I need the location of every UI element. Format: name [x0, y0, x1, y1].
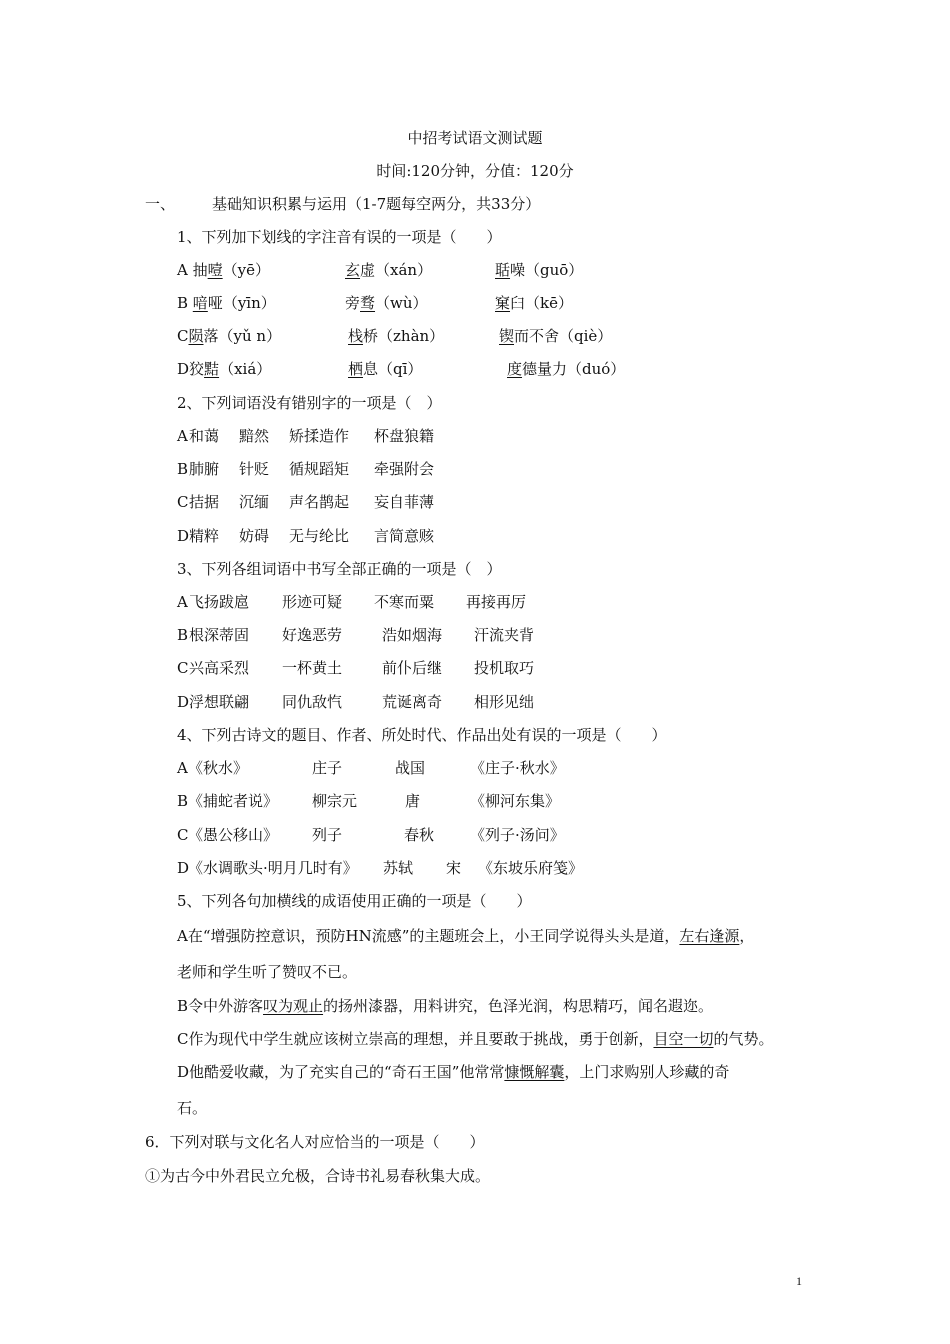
q3-option-c-word: 兴高采烈 [189, 659, 250, 677]
q3-option-a-word: 再接再厉 [466, 593, 527, 611]
q1-option-b-item3: 窠臼（kē） [495, 294, 573, 312]
underlined-char: 锲 [499, 327, 515, 345]
q4-option-b-author: 柳宗元 [312, 792, 358, 810]
q3-option-b-word: 汗流夹背 [474, 626, 535, 644]
underlined-idiom: 叹为观止 [263, 997, 324, 1015]
q4-option-a-source: 《庄子·秋水》 [470, 759, 565, 777]
underlined-char: 喑 [192, 294, 208, 312]
q1-option-c-item3: 锲而不舍（qiè） [499, 327, 613, 345]
q4-option-a-author: 庄子 [312, 759, 343, 777]
underlined-char: 聒 [495, 261, 511, 279]
q3-option-d-word: 荒诞离奇 [382, 693, 443, 711]
q3-option-b-word: 根深蒂固 [189, 626, 250, 644]
q4-option-b-era: 唐 [405, 792, 421, 810]
question-2-stem: 2、下列词语没有错别字的一项是（ ） [177, 394, 442, 412]
q3-option-d-word: 浮想联翩 [189, 693, 250, 711]
q2-option-a-word: 杯盘狼籍 [374, 427, 435, 445]
page-title: 中招考试语文测试题 [407, 129, 543, 147]
q2-option-b-word: 牵强附会 [374, 460, 435, 478]
q3-option-b-word: 好逸恶劳 [282, 626, 343, 644]
q2-option-d-label: D [177, 527, 190, 545]
q1-option-a-item2: 玄虚（xán） [345, 261, 433, 279]
underlined-idiom: 目空一切 [653, 1030, 714, 1048]
underlined-char: 窠 [495, 294, 511, 312]
page-subtitle: 时间:120分钟，分值：120分 [376, 162, 574, 180]
q1-option-d-item2: 栖息（qī） [348, 360, 423, 378]
q1-option-b: B 喑哑（yīn） [177, 294, 276, 312]
q4-option-d-era: 宋 [446, 859, 462, 877]
q2-option-c-word: 拮据 [189, 493, 220, 511]
q1-option-d-item3: 度德量力（duó） [507, 360, 626, 378]
underlined-idiom: 慷慨解囊 [504, 1063, 565, 1081]
q2-option-b-word: 肺腑 [189, 460, 220, 478]
q2-option-a-word: 和蔼 [189, 427, 220, 445]
underlined-char: 栖 [348, 360, 364, 378]
q5-option-c: C作为现代中学生就应该树立崇高的理想，并且要敢于挑战，勇于创新，目空一切的气势。 [177, 1030, 774, 1048]
q4-option-b-source: 《柳河东集》 [470, 792, 561, 810]
q4-option-c-era: 春秋 [404, 826, 435, 844]
q4-option-b-label: B [177, 792, 189, 810]
underlined-char: 骛 [360, 294, 376, 312]
question-5-stem: 5、下列各句加横线的成语使用正确的一项是（ ） [177, 892, 532, 910]
q3-option-a-word: 不寒而粟 [374, 593, 435, 611]
question-3-stem: 3、下列各组词语中书写全部正确的一项是（ ） [177, 560, 502, 578]
q3-option-d-word: 同仇敌忾 [282, 693, 343, 711]
q2-option-d-word: 言简意赅 [374, 527, 435, 545]
q2-option-c-word: 沉缅 [239, 493, 270, 511]
q4-option-a-title: 《秋水》 [188, 759, 249, 777]
q4-option-a-era: 战国 [395, 759, 426, 777]
q2-option-b-word: 针贬 [239, 460, 270, 478]
q4-option-b-title: 《捕蛇者说》 [188, 792, 279, 810]
q2-option-b-word: 循规蹈矩 [289, 460, 350, 478]
question-1-stem: 1、下列加下划线的字注音有误的一项是（ ） [177, 228, 502, 246]
q5-option-d: D他酷爱收藏，为了充实自己的“奇石王国”他常常慷慨解囊，上门求购别人珍藏的奇 [177, 1063, 730, 1081]
q1-option-c-item2: 栈桥（zhàn） [348, 327, 445, 345]
q2-option-a-word: 矫揉造作 [289, 427, 350, 445]
q4-option-d-label: D [177, 859, 190, 877]
q4-option-c-source: 《列子·汤问》 [470, 826, 565, 844]
q6-couplet-1: ①为古今中外君民立允极，合诗书礼易春秋集大成。 [145, 1167, 491, 1185]
q4-option-c-label: C [177, 826, 189, 844]
q2-option-d-word: 无与纶比 [289, 527, 350, 545]
underlined-char: 噎 [207, 261, 223, 279]
q3-option-c-label: C [177, 659, 189, 677]
q3-option-d-label: D [177, 693, 190, 711]
q3-option-b-label: B [177, 626, 189, 644]
q4-option-c-author: 列子 [312, 826, 343, 844]
q2-option-c-label: C [177, 493, 189, 511]
q3-option-c-word: 一杯黄土 [282, 659, 343, 677]
q3-option-b-word: 浩如烟海 [382, 626, 443, 644]
q2-option-c-word: 声名鹊起 [289, 493, 350, 511]
q2-option-c-word: 妄自菲薄 [374, 493, 435, 511]
underlined-char: 度 [507, 360, 523, 378]
q3-option-c-word: 投机取巧 [474, 659, 535, 677]
q2-option-b-label: B [177, 460, 189, 478]
q2-option-a-label: A [177, 427, 188, 445]
question-6-stem: 6．下列对联与文化名人对应恰当的一项是（ ） [145, 1133, 485, 1151]
q5-option-d-cont: 石。 [177, 1099, 208, 1117]
underlined-char: 陨 [188, 327, 204, 345]
q1-option-c: C陨落（yǔ n） [177, 327, 282, 345]
q5-option-b: B令中外游客叹为观止的扬州漆器，用料讲究，色泽光润，构思精巧，闻名遐迩。 [177, 997, 714, 1015]
section-title: 基础知识积累与运用（1-7题每空两分，共33分） [212, 195, 541, 213]
underlined-char: 玄 [345, 261, 361, 279]
q4-option-a-label: A [177, 759, 188, 777]
q3-option-a-word: 形迹可疑 [282, 593, 343, 611]
q5-option-a: A在“增强防控意识，预防HN流感”的主题班会上，小王同学说得头头是道，左右逢源， [177, 927, 755, 945]
underlined-idiom: 左右逢源 [679, 927, 740, 945]
underlined-char: 栈 [348, 327, 364, 345]
q2-option-d-word: 妨碍 [239, 527, 270, 545]
q2-option-a-word: 黯然 [239, 427, 270, 445]
q4-option-c-title: 《愚公移山》 [188, 826, 279, 844]
q2-option-d-word: 精粹 [189, 527, 220, 545]
section-number: 一、 [145, 195, 176, 213]
q3-option-a-label: A [177, 593, 188, 611]
q4-option-d-source: 《东坡乐府笺》 [478, 859, 584, 877]
question-4-stem: 4、下列古诗文的题目、作者、所处时代、作品出处有误的一项是（ ） [177, 726, 667, 744]
q3-option-c-word: 前仆后继 [382, 659, 443, 677]
q1-option-b-item2: 旁骛（wù） [345, 294, 428, 312]
q1-option-a: A 抽噎（yē） [177, 261, 270, 279]
underlined-char: 黠 [204, 360, 220, 378]
q3-option-a-word: 飞扬跋扈 [189, 593, 250, 611]
q4-option-d-author: 苏轼 [383, 859, 414, 877]
q4-option-d-title: 《水调歌头·明月几时有》 [188, 859, 358, 877]
q5-option-a-cont: 老师和学生听了赞叹不已。 [177, 963, 358, 981]
q1-option-a-item3: 聒噪（guō） [495, 261, 584, 279]
q3-option-d-word: 相形见绌 [474, 693, 535, 711]
q1-option-d: D狡黠（xiá） [177, 360, 272, 378]
page-number: 1 [796, 1274, 802, 1288]
